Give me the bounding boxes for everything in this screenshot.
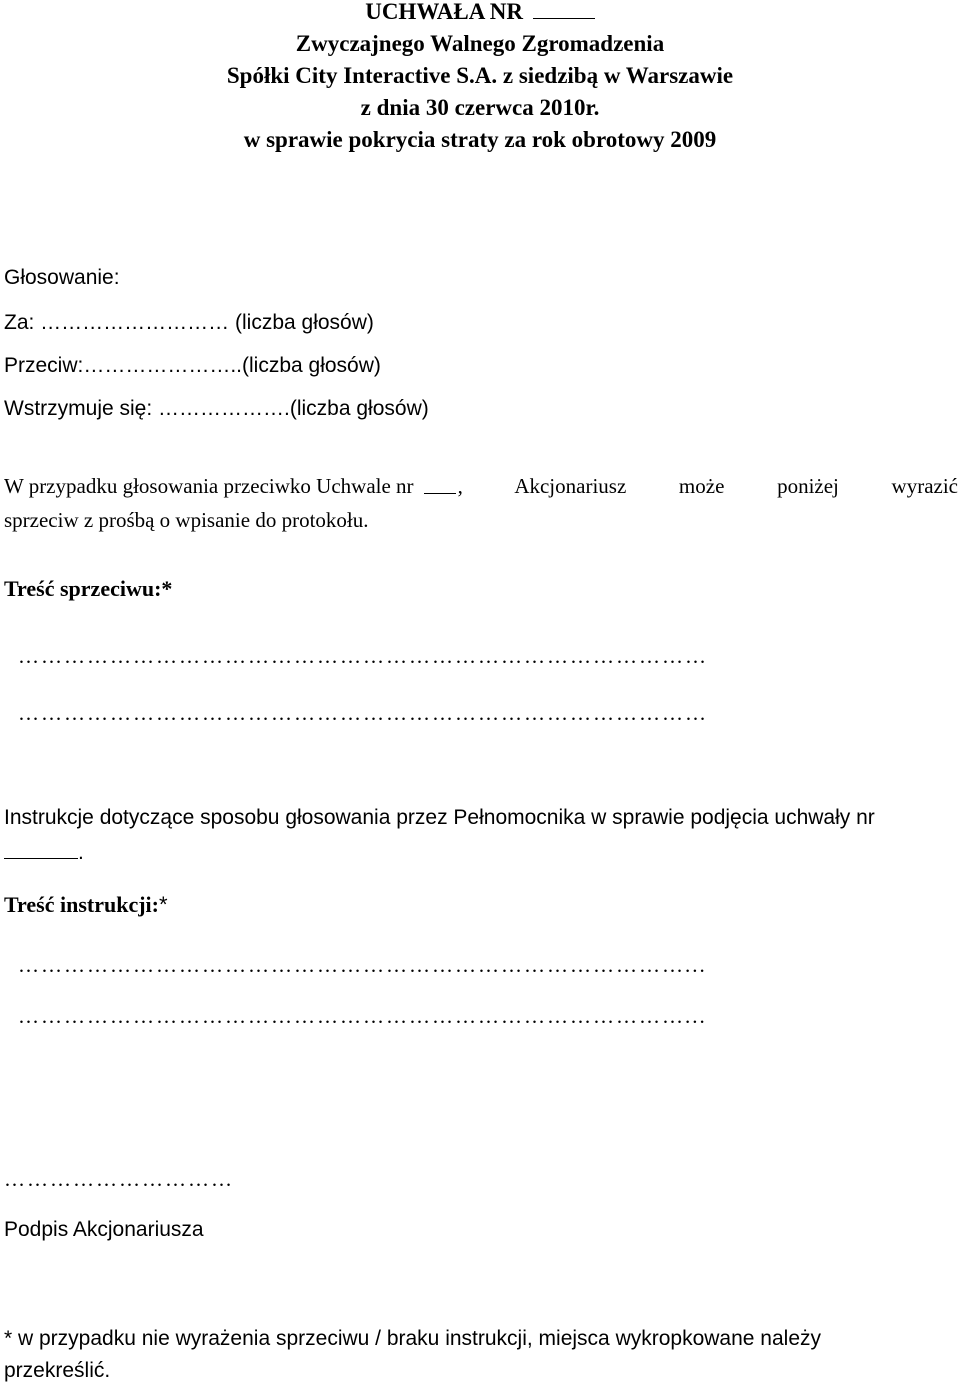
- instructions-resolution-blank[interactable]: [4, 839, 78, 859]
- signature-dotted-line[interactable]: …………………………: [4, 1167, 234, 1191]
- resolution-subject: w sprawie pokrycia straty za rok obrotowy 2009: [243, 127, 717, 152]
- instructions-heading-asterisk: *: [159, 892, 168, 917]
- voting-label: Głosowanie:: [4, 266, 120, 289]
- instructions-dotted-line-2[interactable]: ……………………………………………………………………………...: [18, 1004, 707, 1028]
- objection-heading: Treść sprzeciwu:*: [4, 576, 173, 601]
- objection-resolution-blank[interactable]: [424, 474, 456, 494]
- objection-text-part2: , Akcjonariusz może poniżej wyrazić: [457, 474, 958, 498]
- footnote-line1: * w przypadku nie wyrażenia sprzeciwu / braku instrukcji, miejsca wykropkowane należy: [4, 1327, 822, 1350]
- objection-text-part1: W przypadku głosowania przeciwko Uchwale nr: [4, 474, 414, 498]
- footnote-line2: przekreślić.: [4, 1359, 111, 1382]
- instructions-period: .: [78, 840, 84, 864]
- vote-for-field[interactable]: Za: ……………………… (liczba głosów): [4, 311, 374, 334]
- instructions-heading: [4, 892, 168, 918]
- signature-label: Podpis Akcjonariusza: [4, 1218, 204, 1241]
- meeting-name: Zwyczajnego Walnego Zgromadzenia: [295, 31, 665, 56]
- objection-paragraph-line2: sprzeciw z prośbą o wpisanie do protokołu.: [4, 508, 369, 532]
- vote-abstain-field[interactable]: Wstrzymuje się: ……………….(liczba głosów): [4, 397, 429, 420]
- meeting-date: z dnia 30 czerwca 2010r.: [360, 95, 600, 120]
- resolution-number-blank[interactable]: [533, 0, 595, 19]
- instructions-heading-text: Treść instrukcji:: [4, 892, 159, 917]
- company-name: Spółki City Interactive S.A. z siedzibą w Warszawie: [226, 63, 734, 88]
- resolution-number-label: UCHWAŁA NR: [365, 0, 524, 24]
- objection-dotted-line-2[interactable]: ………………………………………………………………………………: [18, 701, 708, 725]
- instructions-paragraph-line1: Instrukcje dotyczące sposobu głosowania przez Pełnomocnika w sprawie podjęcia uchwały nr: [4, 806, 875, 829]
- instructions-dotted-line-1[interactable]: ……………………………………………………………………………...: [18, 953, 707, 977]
- resolution-title: [0, 0, 960, 28]
- objection-dotted-line-1[interactable]: ………………………………………………………………………………: [18, 644, 708, 668]
- objection-paragraph-line1: [4, 474, 958, 499]
- vote-against-field[interactable]: Przeciw:…………………..(liczba głosów): [4, 354, 381, 377]
- instructions-paragraph-line2: [4, 839, 84, 865]
